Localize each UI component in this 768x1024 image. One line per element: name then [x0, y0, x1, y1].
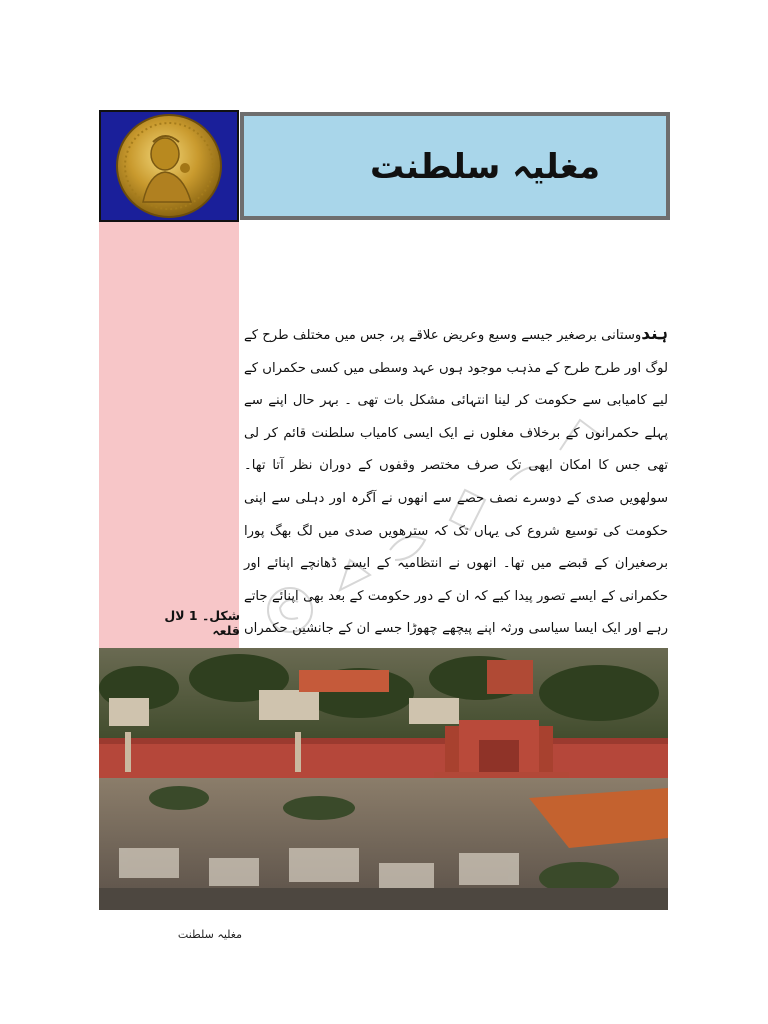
figure-caption: شکل۔ 1 لال قلعہ: [164, 608, 240, 638]
paragraph-text: وستانی برصغیر جیسے وسیع وعریض علاقے پر، جس میں مختلف طرح کے لوگ اور طرح طرح کے مذہب موجود ہوں عہد وسطی میں کسی حکمراں کے لیے کامیابی سے حکومت کر لینا انتہائی مشکل بات تھی ۔ بہر حال اپنے سے پہلے حکمرانوں کے برخلاف مغلوں نے ایک ایسی کامیاب سلطنت قائم کر لی تھی جس کا امکان ابھی تک صرف مختصر وقفوں کے دوران نظر آتا تھا۔ سولھویں صدی کے دوسرے نصف حصے سے انھوں نے آگرہ اور دہلی سے اپنی حکومت کی توسیع شروع کی یہاں تک کہ سترھویں صدی میں لگ بھگ پورا برصغیران کے قبضے میں تھا۔ انھوں نے انتظامیہ کے ایسے ڈھانچے اپنائے اور حکمرانی کے ایسے تصور پیدا کیے کہ ان کے دور حکومت کے بعد بھی اپنائے جاتے رہے اور ایک ایسا سیاسی ورثہ اپنے پیچھے چھوڑا جسے ان کے جانشین حکمراں: [244, 328, 668, 637]
chapter-title-box: [240, 112, 670, 220]
coin-image-frame: [99, 110, 239, 222]
lead-word: ہند: [641, 324, 668, 344]
red-fort-photo: [99, 648, 668, 910]
coin-icon: [113, 112, 225, 220]
running-footer: مغلیہ سلطنت: [177, 928, 242, 941]
chapter-title: مغلیہ سلطنت: [369, 146, 601, 187]
